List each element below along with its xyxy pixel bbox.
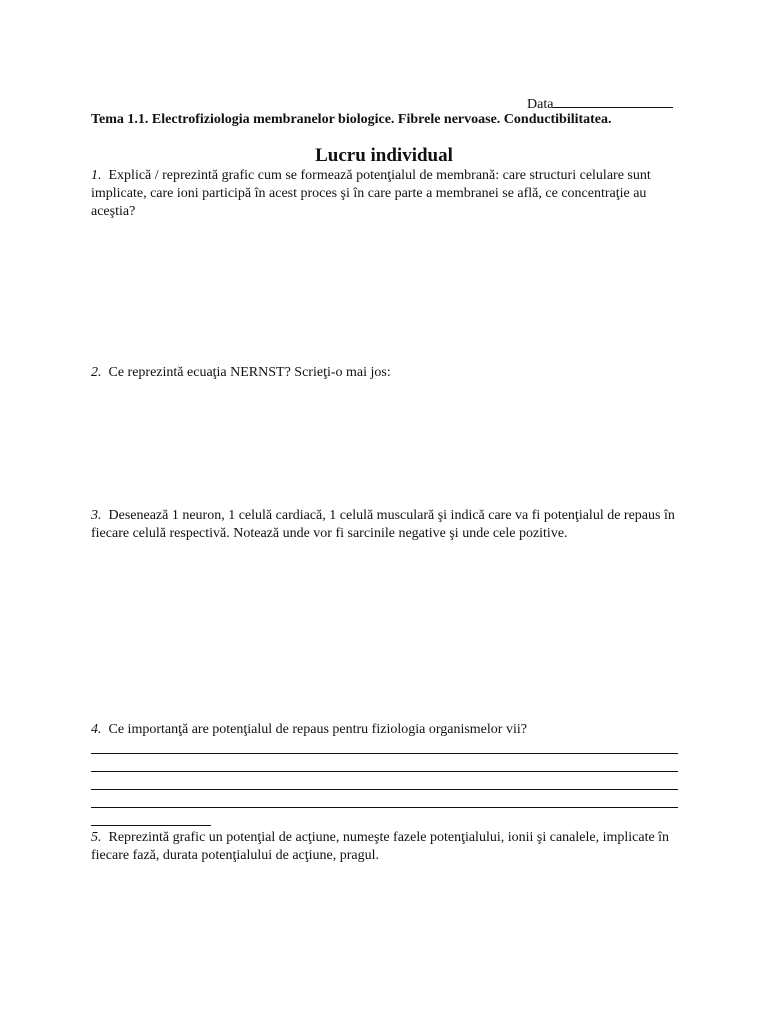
question-number: 2. [91,365,102,380]
question-number: 4. [91,722,102,737]
date-label: Data [527,97,554,112]
question-text: Explică / reprezintă grafic cum se formează potenţialul de membrană: care structuri celulare sunt implicate, care ioni participă în acest proces şi în care parte a membranei se află, ce concentraţie au aceştia? [91,168,651,219]
question-number: 1. [91,168,102,183]
question-text: Ce reprezintă ecuaţia NERNST? Scrieţi-o mai jos: [108,365,391,380]
answer-line[interactable] [91,789,678,790]
question-text: Ce importanţă are potenţialul de repaus pentru fiziologia organismelor vii? [108,722,527,737]
date-blank-line[interactable] [553,94,673,108]
question-number: 5. [91,830,102,845]
answer-line[interactable] [91,807,678,808]
answer-line[interactable] [91,753,678,754]
answer-line[interactable] [91,771,678,772]
question-1 [91,167,681,221]
question-number: 3. [91,508,102,523]
question-4 [91,721,681,739]
question-2 [91,364,681,382]
page-heading: Lucru individual [315,145,453,166]
question-text: Reprezintă grafic un potenţial de acţiune, numeşte fazele potenţialului, ionii şi canalele, implicate în fiecare fază, durata potenţialului de acţiune, pragul. [91,830,670,863]
question-5 [91,829,681,865]
question-text: Desenează 1 neuron, 1 celulă cardiacă, 1 celulă musculară şi indică care va fi potenţialul de repaus în fiecare celulă respectivă. Notează unde vor fi sarcinile negative şi unde cele pozitive. [91,508,675,541]
topic-title: Tema 1.1. Electrofiziologia membranelor biologice. Fibrele nervoase. Conductibilitatea. [91,112,612,127]
question-3 [91,507,681,543]
date-field [527,94,673,113]
answer-line[interactable] [91,825,211,826]
